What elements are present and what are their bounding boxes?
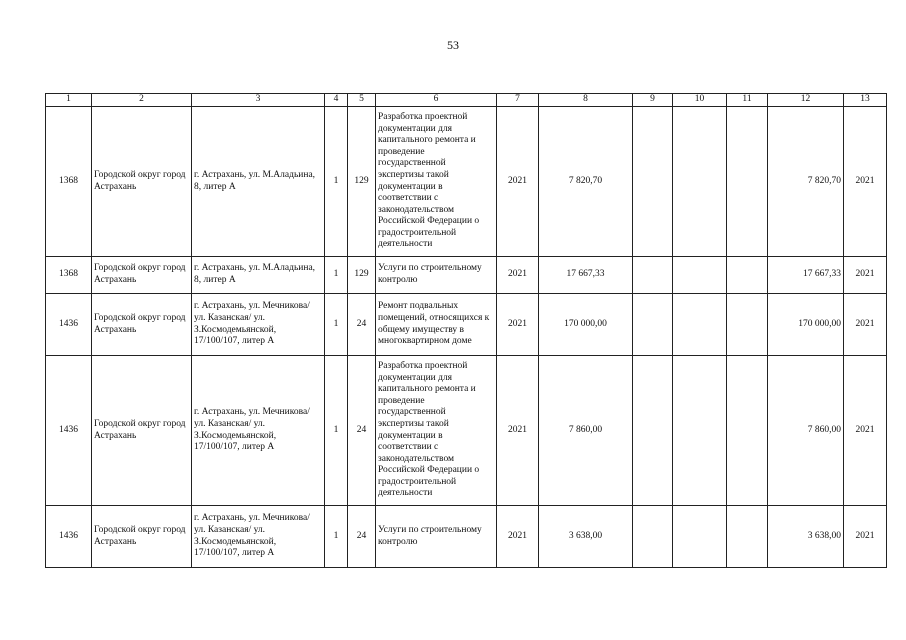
address-cell: г. Астрахань, ул. Мечникова/ ул. Казанская/ ул. З.Космодемьянской, 17/100/107, литер А [192, 506, 325, 568]
col10-cell [673, 294, 727, 356]
col10-cell [673, 506, 727, 568]
municipality-cell: Городской округ город Астрахань [92, 294, 192, 356]
total-cost-cell: 7 820,70 [539, 107, 633, 257]
col9-cell [633, 257, 673, 294]
column-header: 6 [376, 94, 497, 107]
capital-repair-table [45, 93, 887, 568]
municipality-cell: Городской округ город Астрахань [92, 506, 192, 568]
column-header: 10 [673, 94, 727, 107]
address-cell: г. Астрахань, ул. М.Аладьина, 8, литер А [192, 107, 325, 257]
col13-cell: 2021 [844, 506, 887, 568]
col12-cell: 3 638,00 [768, 506, 844, 568]
col5-cell: 24 [348, 506, 376, 568]
col5-cell: 129 [348, 257, 376, 294]
column-header: 12 [768, 94, 844, 107]
col11-cell [727, 506, 768, 568]
column-header: 7 [497, 94, 539, 107]
col13-cell: 2021 [844, 257, 887, 294]
col5-cell: 24 [348, 294, 376, 356]
col4-cell: 1 [325, 506, 348, 568]
col4-cell: 1 [325, 257, 348, 294]
col13-cell: 2021 [844, 356, 887, 506]
col4-cell: 1 [325, 294, 348, 356]
col10-cell [673, 356, 727, 506]
column-header: 2 [92, 94, 192, 107]
column-header: 8 [539, 94, 633, 107]
total-cost-cell: 7 860,00 [539, 356, 633, 506]
col11-cell [727, 257, 768, 294]
municipality-cell: Городской округ город Астрахань [92, 257, 192, 294]
col12-cell: 17 667,33 [768, 257, 844, 294]
column-header: 13 [844, 94, 887, 107]
work-type-cell: Ремонт подвальных помещений, относящихся к общему имуществу в многоквартирном доме [376, 294, 497, 356]
column-header: 9 [633, 94, 673, 107]
col9-cell [633, 294, 673, 356]
year-cell: 2021 [497, 257, 539, 294]
col5-cell: 24 [348, 356, 376, 506]
col11-cell [727, 294, 768, 356]
col12-cell: 170 000,00 [768, 294, 844, 356]
col9-cell [633, 107, 673, 257]
object-id-cell: 1368 [46, 257, 92, 294]
year-cell: 2021 [497, 506, 539, 568]
table-row [46, 294, 887, 356]
object-id-cell: 1436 [46, 506, 92, 568]
col4-cell: 1 [325, 107, 348, 257]
work-type-cell: Услуги по строительному контролю [376, 257, 497, 294]
address-cell: г. Астрахань, ул. М.Аладьина, 8, литер А [192, 257, 325, 294]
object-id-cell: 1368 [46, 107, 92, 257]
col11-cell [727, 356, 768, 506]
table-row [46, 107, 887, 257]
col12-cell: 7 820,70 [768, 107, 844, 257]
object-id-cell: 1436 [46, 356, 92, 506]
page-number: 53 [447, 38, 459, 52]
address-cell: г. Астрахань, ул. Мечникова/ ул. Казанская/ ул. З.Космодемьянской, 17/100/107, литер А [192, 356, 325, 506]
year-cell: 2021 [497, 107, 539, 257]
table-row [46, 506, 887, 568]
col10-cell [673, 107, 727, 257]
total-cost-cell: 17 667,33 [539, 257, 633, 294]
column-header: 5 [348, 94, 376, 107]
municipality-cell: Городской округ город Астрахань [92, 356, 192, 506]
address-cell: г. Астрахань, ул. Мечникова/ ул. Казанская/ ул. З.Космодемьянской, 17/100/107, литер А [192, 294, 325, 356]
table-row [46, 356, 887, 506]
column-number-row [46, 94, 887, 107]
col9-cell [633, 356, 673, 506]
work-type-cell: Разработка проектной документации для капитального ремонта и проведение государственной экспертизы такой документации в соответствии с законодательством Российской Федерации о градостроительной деятельности [376, 356, 497, 506]
table-row [46, 257, 887, 294]
col10-cell [673, 257, 727, 294]
year-cell: 2021 [497, 356, 539, 506]
work-type-cell: Услуги по строительному контролю [376, 506, 497, 568]
column-header: 3 [192, 94, 325, 107]
col12-cell: 7 860,00 [768, 356, 844, 506]
municipality-cell: Городской округ город Астрахань [92, 107, 192, 257]
col4-cell: 1 [325, 356, 348, 506]
column-header: 4 [325, 94, 348, 107]
total-cost-cell: 3 638,00 [539, 506, 633, 568]
total-cost-cell: 170 000,00 [539, 294, 633, 356]
col13-cell: 2021 [844, 294, 887, 356]
col5-cell: 129 [348, 107, 376, 257]
col9-cell [633, 506, 673, 568]
column-header: 1 [46, 94, 92, 107]
year-cell: 2021 [497, 294, 539, 356]
col11-cell [727, 107, 768, 257]
work-type-cell: Разработка проектной документации для капитального ремонта и проведение государственной экспертизы такой документации в соответствии с законодательством Российской Федерации о градостроительной деятельности [376, 107, 497, 257]
column-header: 11 [727, 94, 768, 107]
col13-cell: 2021 [844, 107, 887, 257]
object-id-cell: 1436 [46, 294, 92, 356]
